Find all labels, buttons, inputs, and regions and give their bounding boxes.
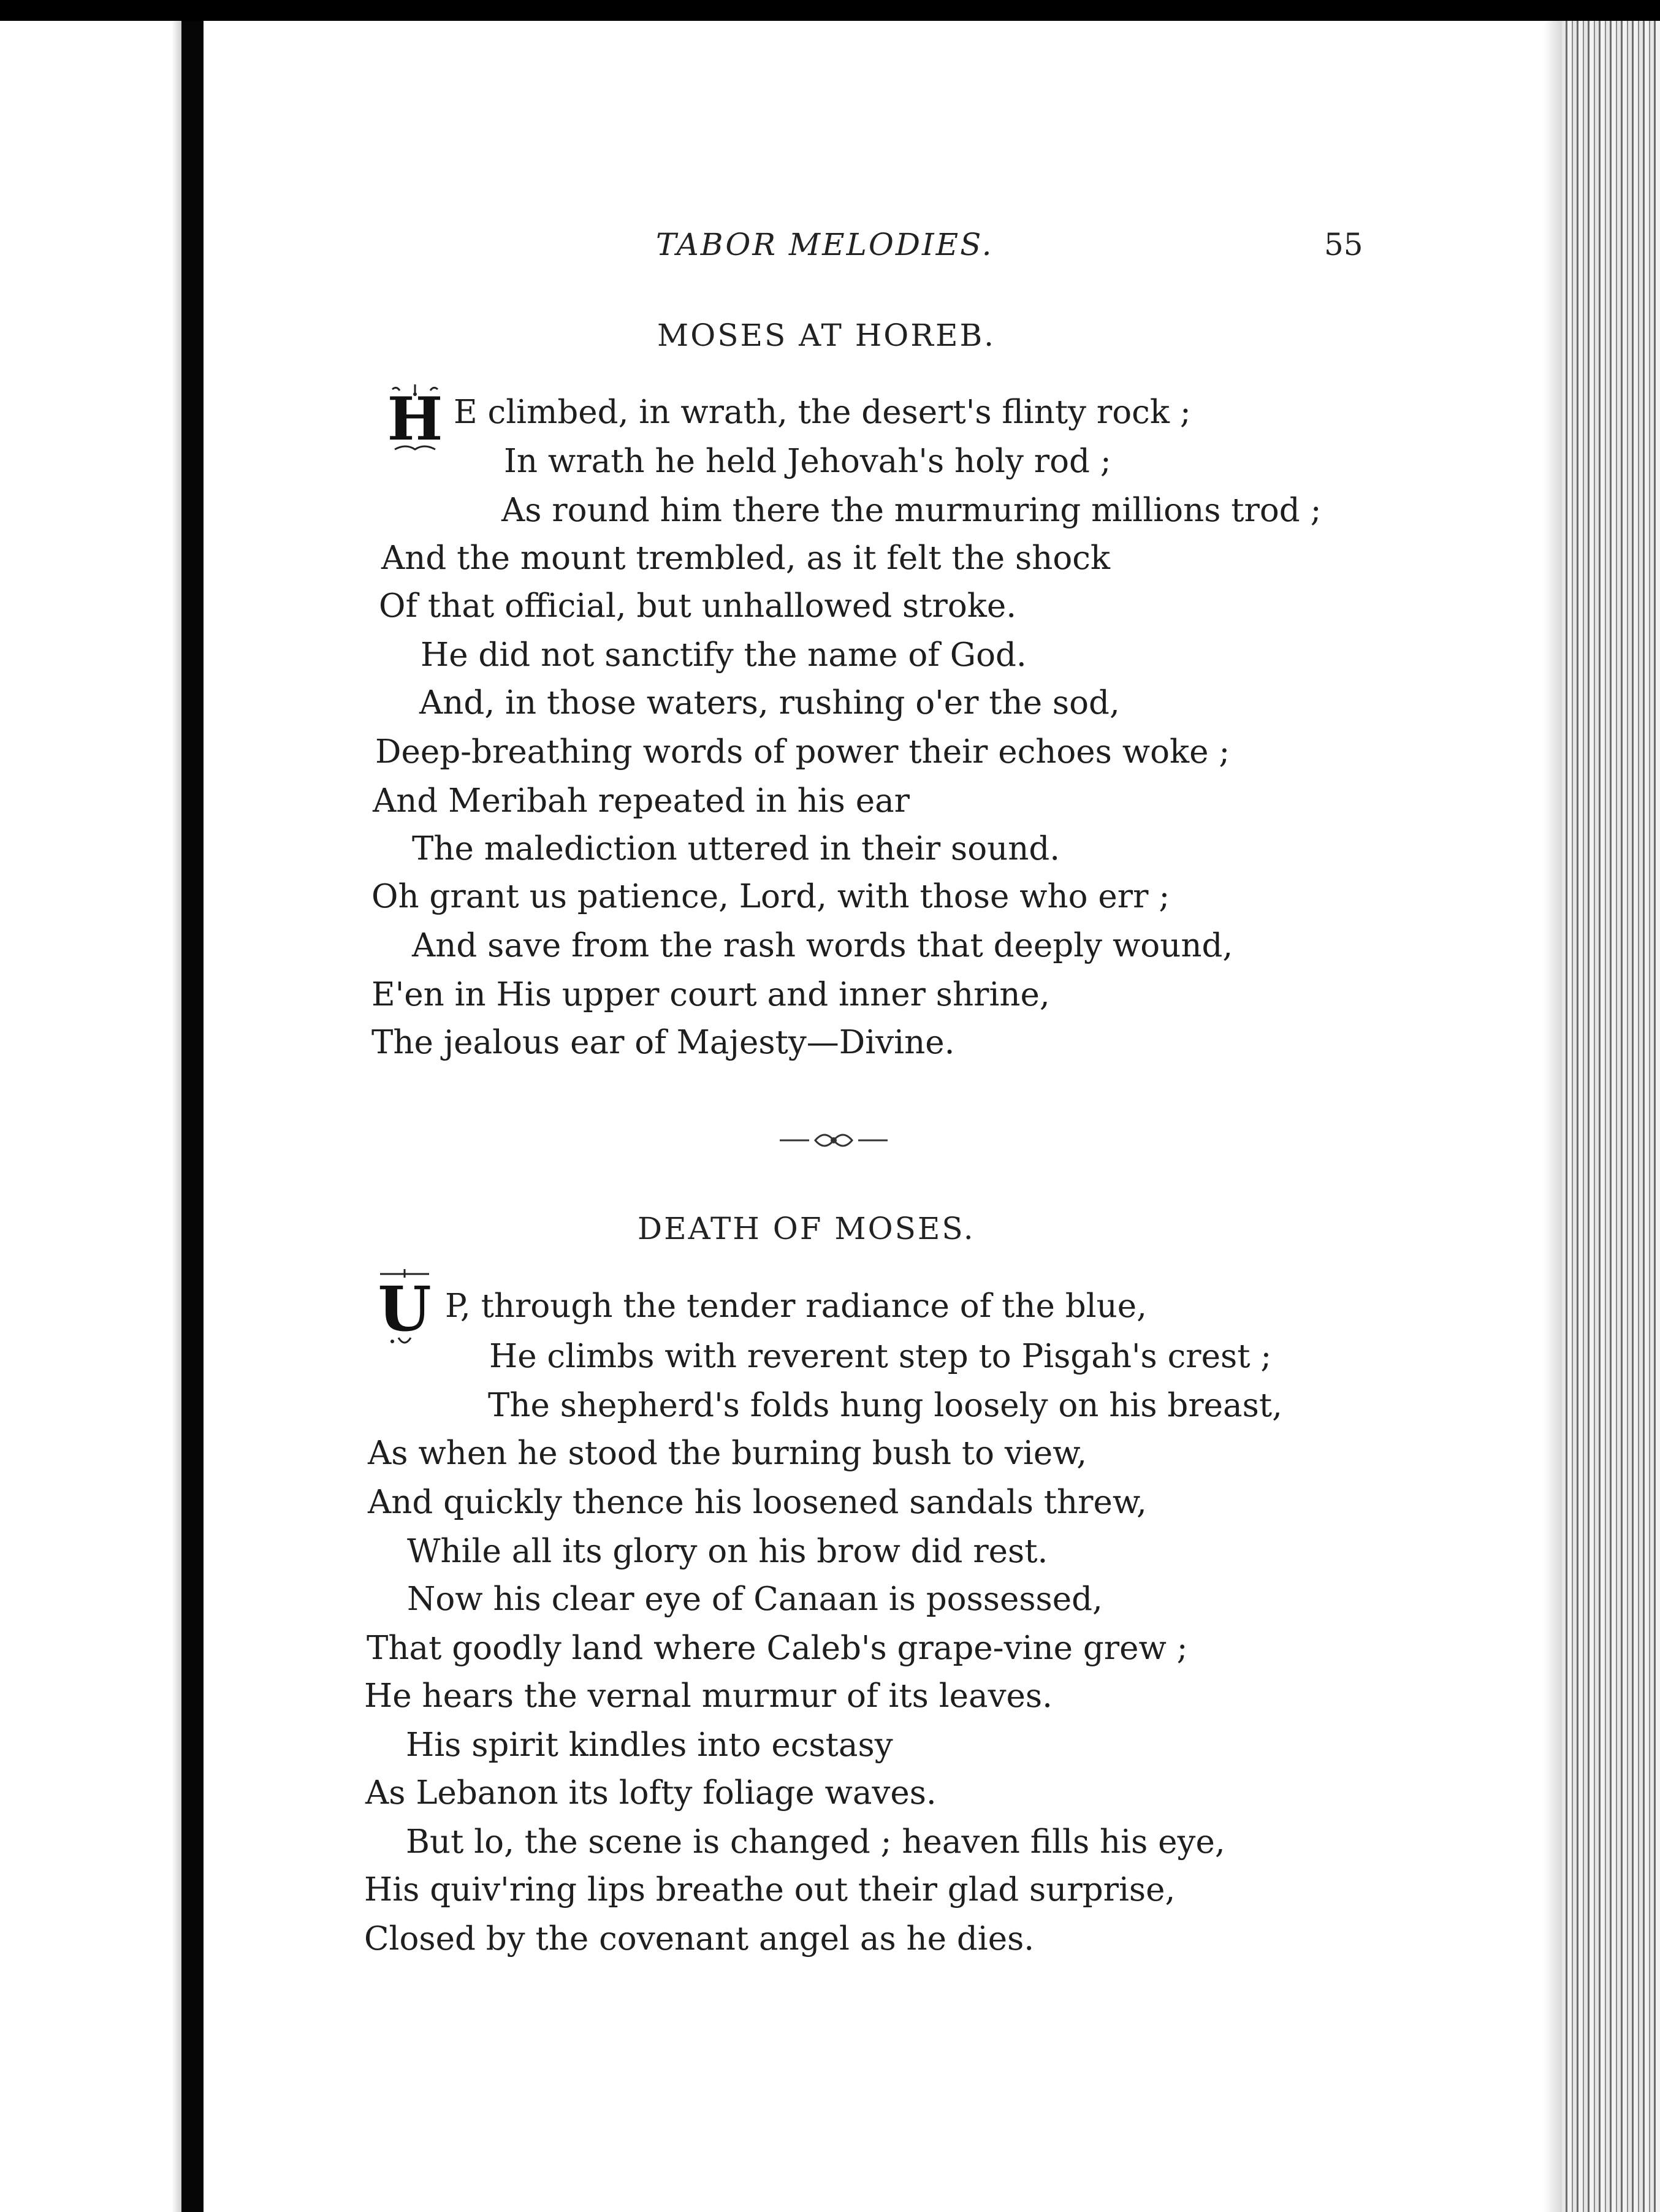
- poem2-line: That goodly land where Caleb's grape-vine grew ;: [367, 1630, 1188, 1667]
- page-edge-shade: [1544, 21, 1562, 2212]
- poem2-line: His quiv'ring lips breathe out their glad surprise,: [364, 1871, 1176, 1909]
- poem2-line: His spirit kindles into ecstasy: [406, 1726, 893, 1764]
- drop-cap-letter: H: [387, 384, 443, 454]
- poem1-line: And Meribah repeated in his ear: [373, 782, 910, 820]
- poem1-line: And, in those waters, rushing o'er the sod,: [419, 684, 1120, 722]
- poem2-line: He hears the vernal murmur of its leaves.: [364, 1677, 1053, 1715]
- scan-top-border: [0, 0, 1660, 21]
- running-title: TABOR MELODIES.: [656, 227, 994, 262]
- poem2-line: Now his clear eye of Canaan is possessed,: [407, 1581, 1103, 1618]
- poem1-line: He did not sanctify the name of God.: [421, 636, 1027, 674]
- poem2-line: As Lebanon its lofty foliage waves.: [365, 1774, 937, 1812]
- floral-divider-ornament-icon: [779, 1128, 889, 1153]
- poem-title-moses-at-horeb: MOSES AT HOREB.: [657, 318, 996, 353]
- poem1-line: E'en in His upper court and inner shrine,: [371, 976, 1050, 1013]
- poem2-line: Closed by the covenant angel as he dies.: [364, 1920, 1035, 1958]
- drop-cap-letter: U: [378, 1273, 432, 1345]
- poem1-line: Deep-breathing words of power their echoes woke ;: [375, 733, 1230, 771]
- poem1-line: As round him there the murmuring millions trod ;: [501, 492, 1322, 529]
- poem1-line: Of that official, but unhallowed stroke.: [379, 587, 1017, 625]
- page-number: 55: [1324, 227, 1363, 262]
- poem1-line: E climbed, in wrath, the desert's flinty rock ;: [454, 394, 1191, 431]
- poem1-line: And save from the rash words that deeply wound,: [412, 927, 1233, 964]
- poem2-line: He climbs with reverent step to Pisgah's crest ;: [489, 1338, 1272, 1375]
- poem2-line: P, through the tender radiance of the blue,: [445, 1287, 1147, 1325]
- drop-cap-u: [374, 1269, 435, 1349]
- poem2-line: While all its glory on his brow did rest.: [407, 1533, 1048, 1570]
- book-spine: [181, 21, 204, 2212]
- poem2-line: But lo, the scene is changed ; heaven fills his eye,: [406, 1823, 1225, 1861]
- poem2-line: And quickly thence his loosened sandals threw,: [368, 1484, 1147, 1521]
- spine-shadow: [172, 21, 181, 2212]
- page-stack-edge: [1562, 21, 1660, 2212]
- poem1-line: And the mount trembled, as it felt the shock: [381, 540, 1111, 577]
- poem-title-death-of-moses: DEATH OF MOSES.: [638, 1211, 975, 1246]
- poem1-line: Oh grant us patience, Lord, with those who err ;: [371, 878, 1170, 915]
- poem1-line: The jealous ear of Majesty—Divine.: [371, 1024, 955, 1061]
- poem2-line: As when he stood the burning bush to view,: [368, 1435, 1087, 1472]
- drop-cap-h: [381, 383, 449, 457]
- poem2-line: The shepherd's folds hung loosely on his breast,: [488, 1387, 1282, 1424]
- poem1-line: In wrath he held Jehovah's holy rod ;: [504, 443, 1111, 480]
- poem1-line: The malediction uttered in their sound.: [412, 830, 1060, 868]
